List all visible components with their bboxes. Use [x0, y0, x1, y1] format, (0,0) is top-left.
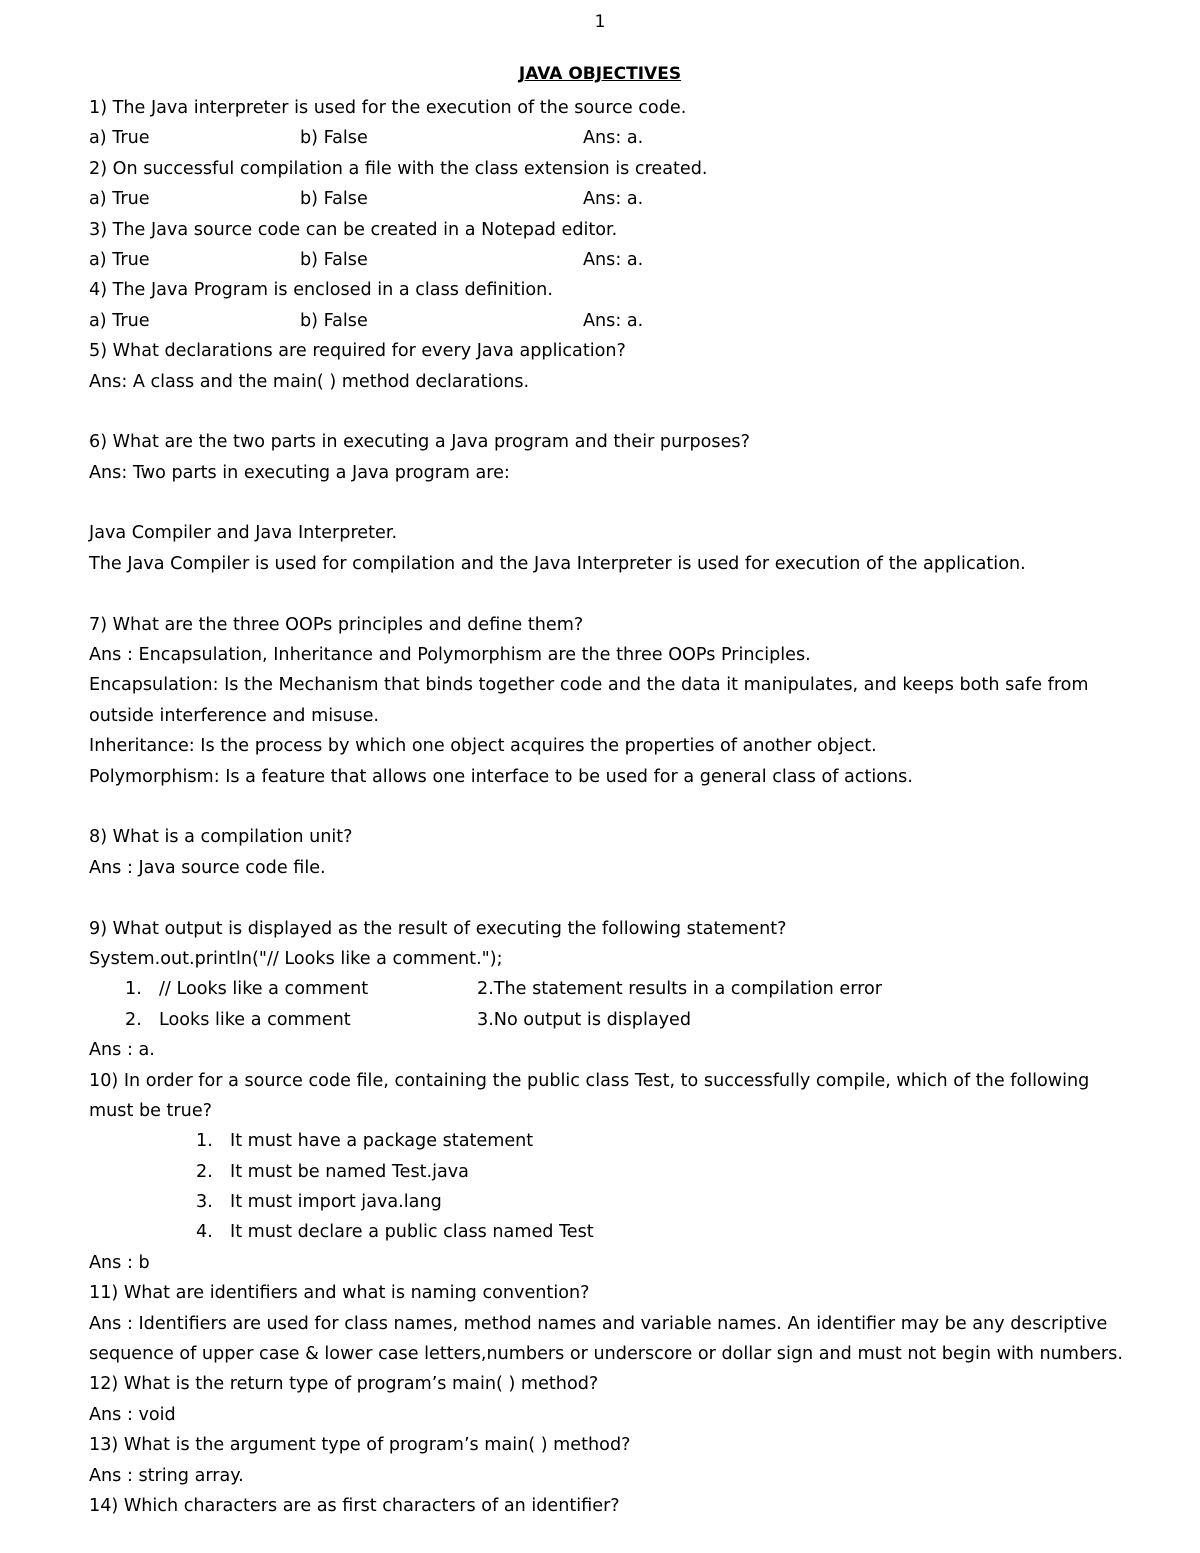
list-item: 3.No output is displayed — [477, 1009, 692, 1030]
list-item: // Looks like a comment — [159, 979, 369, 1000]
answer-7-line-1: Encapsulation: Is the Mechanism that binds together code and the data it manipulates, and keeps both safe from — [89, 675, 1089, 696]
option-a: a) True — [89, 128, 150, 149]
question-2: 2) On successful compilation a file with the class extension is created. — [89, 158, 708, 179]
option-b: b) False — [300, 310, 368, 331]
question-9-code: System.out.println("// Looks like a comment."); — [89, 948, 503, 969]
answer-5: Ans: A class and the main( ) method declarations. — [89, 371, 530, 392]
option-b: b) False — [300, 128, 368, 149]
question-1: 1) The Java interpreter is used for the execution of the source code. — [89, 98, 687, 118]
list-item — [196, 1126, 1129, 1156]
document-body — [89, 93, 1129, 1521]
answer-11-line-1: Ans : Identifiers are used for class names, method names and variable names. An identifier may be any descriptive — [89, 1313, 1108, 1334]
spacer — [89, 397, 1129, 427]
question-12: 12) What is the return type of program’s main( ) method? — [89, 1374, 599, 1395]
answer: Ans: a. — [583, 249, 644, 270]
answer-11-line-2: sequence of upper case & lower case letters,numbers or underscore or dollar sign and must not begin with numbers. — [89, 1344, 1123, 1365]
question-6: 6) What are the two parts in executing a Java program and their purposes? — [89, 432, 750, 453]
question-9: 9) What output is displayed as the result of executing the following statement? — [89, 918, 787, 939]
answer-6-line-1: Java Compiler and Java Interpreter. — [89, 523, 398, 544]
spacer — [89, 792, 1129, 822]
question-11: 11) What are identifiers and what is naming convention? — [89, 1283, 590, 1304]
question-5: 5) What declarations are required for every Java application? — [89, 341, 626, 362]
question-14: 14) Which characters are as first characters of an identifier? — [89, 1495, 620, 1516]
question-9-option-row — [125, 1005, 1129, 1035]
page-number: 1 — [594, 12, 606, 32]
answer-9: Ans : a. — [89, 1040, 155, 1061]
list-number: 1. — [125, 979, 142, 1000]
list-number: 3. — [196, 1192, 213, 1213]
list-number: 2. — [125, 1009, 142, 1030]
spacer — [89, 579, 1129, 609]
question-3: 3) The Java source code can be created in a Notepad editor. — [89, 219, 618, 240]
answer-7: Ans : Encapsulation, Inheritance and Polymorphism are the three OOPs Principles. — [89, 645, 811, 666]
list-text: It must import java.lang — [230, 1192, 442, 1213]
list-text: It must declare a public class named Test — [230, 1222, 594, 1243]
list-number: 1. — [196, 1131, 213, 1152]
answer-13: Ans : string array. — [89, 1465, 244, 1486]
list-text: It must have a package statement — [230, 1131, 534, 1152]
answer-7-line-3: Inheritance: Is the process by which one object acquires the properties of another object. — [89, 736, 877, 757]
question-9-option-row — [125, 974, 1129, 1004]
list-item — [196, 1187, 1129, 1217]
list-item: 2.The statement results in a compilation error — [477, 979, 882, 1000]
answer-10: Ans : b — [89, 1252, 150, 1273]
answer-7-line-4: Polymorphism: Is a feature that allows one interface to be used for a general class of actions. — [89, 766, 913, 787]
answer: Ans: a. — [583, 310, 644, 331]
list-number: 4. — [196, 1222, 213, 1243]
option-a: a) True — [89, 310, 150, 331]
question-10-line-1: 10) In order for a source code file, containing the public class Test, to successfully compile, which of the following — [89, 1070, 1090, 1091]
option-b: b) False — [300, 189, 368, 210]
list-item: Looks like a comment — [159, 1009, 351, 1030]
option-a: a) True — [89, 189, 150, 210]
question-1-options — [89, 123, 1129, 153]
answer-6: Ans: Two parts in executing a Java program are: — [89, 462, 510, 483]
option-a: a) True — [89, 249, 150, 270]
question-13: 13) What is the argument type of program’s main( ) method? — [89, 1435, 631, 1456]
spacer — [89, 488, 1129, 518]
list-number: 2. — [196, 1161, 213, 1182]
answer: Ans: a. — [583, 189, 644, 210]
list-item — [196, 1157, 1129, 1187]
answer-6-line-2: The Java Compiler is used for compilation and the Java Interpreter is used for execution of the application. — [89, 553, 1026, 574]
question-4: 4) The Java Program is enclosed in a class definition. — [89, 280, 553, 301]
question-10-line-2: must be true? — [89, 1100, 212, 1121]
question-3-options — [89, 245, 1129, 275]
answer-7-line-2: outside interference and misuse. — [89, 705, 379, 726]
list-item — [196, 1217, 1129, 1247]
answer-12: Ans : void — [89, 1404, 176, 1425]
page-title: JAVA OBJECTIVES — [518, 64, 682, 84]
list-text: It must be named Test.java — [230, 1161, 469, 1182]
question-2-options — [89, 184, 1129, 214]
question-8: 8) What is a compilation unit? — [89, 827, 353, 848]
answer: Ans: a. — [583, 128, 644, 149]
spacer — [89, 883, 1129, 913]
question-4-options — [89, 306, 1129, 336]
question-7: 7) What are the three OOPs principles and define them? — [89, 614, 584, 635]
answer-8: Ans : Java source code file. — [89, 857, 326, 878]
option-b: b) False — [300, 249, 368, 270]
